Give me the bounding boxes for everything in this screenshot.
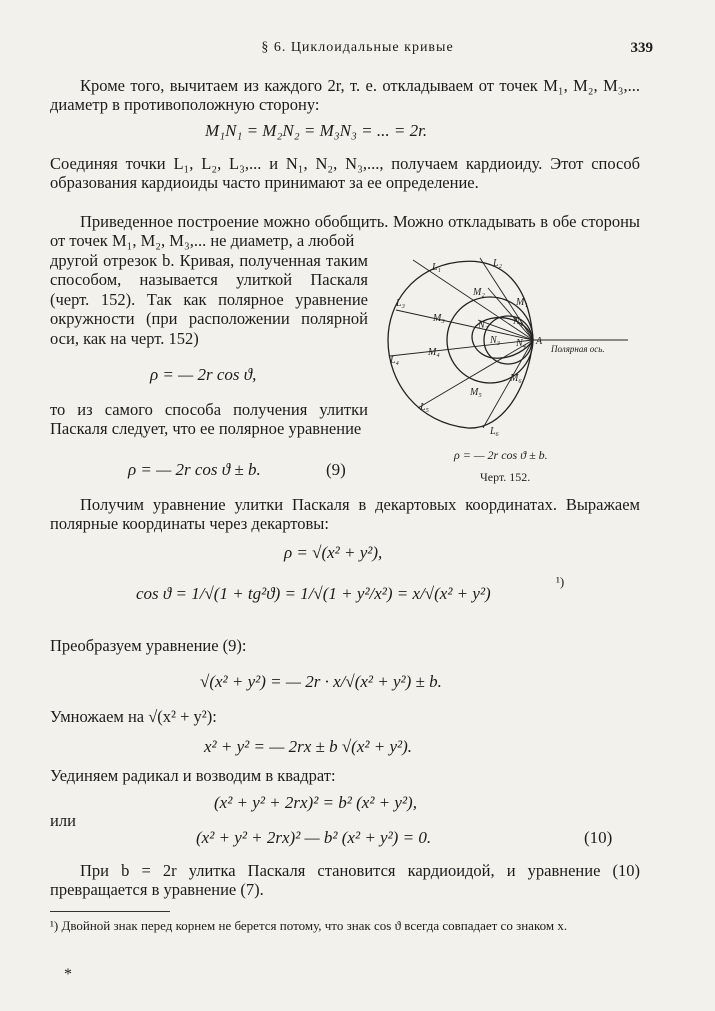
- footnote-mark: ¹): [556, 574, 565, 589]
- figure-152-limacon: [378, 248, 638, 498]
- paragraph-4: Получим уравнение улитки Паскаля в декартовых координатах. Выражаем полярные координаты через декартовы:: [50, 495, 640, 533]
- section-title: § 6. Циклоидальные кривые: [261, 40, 454, 55]
- equation-9: (x² + y² + 2rx)² — b² (x² + y²) = 0.: [196, 828, 432, 847]
- svg-text:L₁: L₁: [432, 262, 442, 273]
- paragraph-8: При b = 2r улитка Паскаля становится кардиоидой, и уравнение (10) превращается в уравнение (7).: [50, 861, 640, 899]
- svg-text:M₂: M₂: [473, 287, 485, 298]
- svg-text:M₅: M₅: [470, 387, 482, 398]
- paragraph-6: Умножаем на √(x² + y²):: [50, 707, 217, 726]
- svg-text:M₆: M₆: [510, 373, 522, 384]
- equation-7: x² + y² = — 2rx ± b √(x² + y²).: [204, 737, 412, 756]
- svg-text:L₅: L₅: [420, 402, 430, 413]
- svg-text:N₃: N₃: [490, 335, 501, 346]
- footnote-rule: [50, 911, 170, 912]
- paragraph-2: Соединяя точки L₁, L₂, L₃,... и N₁, N₂, N₃,..., получаем кардиоиду. Этот способ образования кардиоиды часто принимают за ее определение.: [50, 154, 640, 192]
- paragraph-7: Уединяем радикал и возводим в квадрат:: [50, 766, 336, 785]
- axis-label: Полярная ось.: [551, 344, 605, 354]
- running-header: [0, 40, 715, 62]
- svg-text:M₄: M₄: [428, 347, 440, 358]
- equation-5: cos ϑ = 1/√(1 + tg²ϑ) = 1/√(1 + y²/x²) = x/√(x² + y²): [136, 584, 491, 603]
- svg-text:A: A: [536, 336, 543, 347]
- svg-text:L₆: L₆: [490, 426, 500, 437]
- paragraph-3-end: то из самого способа получения улитки Паскаля следует, что ее полярное уравнение: [50, 400, 368, 439]
- figure-caption: Черт. 152.: [480, 470, 531, 484]
- page-number: 339: [630, 40, 653, 56]
- equation-8: (x² + y² + 2rx)² = b² (x² + y²),: [214, 793, 417, 812]
- equation-4: ρ = √(x² + y²),: [284, 543, 383, 562]
- word-or: или: [50, 811, 76, 830]
- svg-text:L₂: L₂: [493, 258, 503, 269]
- equation-2: ρ = — 2r cos ϑ,: [150, 365, 257, 384]
- svg-text:L₃: L₃: [396, 298, 406, 309]
- svg-text:N₁: N₁: [513, 316, 524, 327]
- svg-text:M₁: M₁: [516, 297, 528, 308]
- limacon-outer-loop: [388, 261, 533, 428]
- footnote: ¹) Двойной знак перед корнем не берется потому, что знак cos ϑ всегда совпадает со знаком x.: [50, 918, 568, 933]
- svg-text:N₂: N₂: [478, 320, 489, 331]
- equation-3: ρ = — 2r cos ϑ ± b.: [128, 460, 261, 479]
- paragraph-3: Приведенное построение можно обобщить. Можно откладывать в обе стороны от точек M₁, M₂, M₃,... не диаметр, а любой: [50, 212, 640, 250]
- equation-1: M₁N₁ = M₂N₂ = M₃N₃ = ... = 2r.: [205, 121, 428, 140]
- svg-text:N₄: N₄: [516, 338, 527, 349]
- equation-3-number: (9): [326, 460, 346, 479]
- equation-6: √(x² + y²) = — 2r · x/√(x² + y²) ± b.: [200, 672, 442, 691]
- paragraph-1: Кроме того, вычитаем из каждого 2r, т. е. откладываем от точек M₁, M₂, M₃,... диаметр в противоположную сторону:: [50, 76, 640, 114]
- svg-text:M₃: M₃: [433, 313, 445, 324]
- figure-equation: ρ = — 2r cos ϑ ± b.: [454, 448, 548, 462]
- bottom-mark: *: [64, 966, 72, 983]
- svg-text:L₄: L₄: [390, 355, 400, 366]
- equation-9-number: (10): [584, 828, 613, 847]
- paragraph-3-continued: другой отрезок b. Кривая, полученная таким способом, называется улиткой Паскаля (черт. 152). Так как полярное уравнение окружности (при расположении полярной оси, как на черт. 152): [50, 251, 368, 348]
- paragraph-5: Преобразуем уравнение (9):: [50, 636, 247, 655]
